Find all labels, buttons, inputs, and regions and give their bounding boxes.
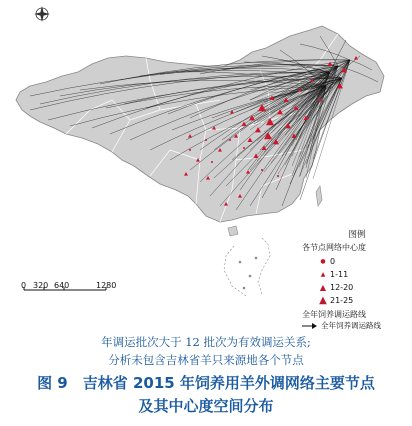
node-dot <box>189 149 191 151</box>
scale-label-320: 320 <box>33 281 49 290</box>
node-dot <box>261 169 263 171</box>
legend-item-12-20: ▲ 12-20 <box>316 281 412 294</box>
hainan-island <box>228 226 238 236</box>
legend-routes-title: 全年饲养调运路线 <box>302 310 366 319</box>
large-triangle-icon: ▲ <box>319 295 327 306</box>
legend-subtitle: 各节点网络中心度 <box>302 243 366 252</box>
north-arrow-icon <box>34 6 50 22</box>
legend-route-item: 全年饲养调运路线 <box>302 320 412 331</box>
node-dot <box>229 139 231 141</box>
figure-caption-line-1: 图 9 吉林省 2015 年饲养用羊外调网络主要节点 <box>37 374 375 392</box>
figure-caption-line-2: 及其中心度空间分布 <box>138 397 274 415</box>
legend-title: 图例 <box>348 230 366 240</box>
note-line-2: 分析未包含吉林省羊只来源地各个节点 <box>108 353 304 367</box>
small-triangle-icon: ▲ <box>320 271 326 278</box>
scale-label-0: 0 <box>21 281 27 290</box>
taiwan-island <box>316 186 322 206</box>
dot-icon: ● <box>320 258 326 265</box>
scale-label-1280: 1280 <box>96 281 117 290</box>
route-arrow-icon <box>302 323 318 329</box>
legend-item-21-25: ▲ 21-25 <box>316 294 412 307</box>
note-line-1: 年调运批次大于 12 批次为有效调运关系; <box>101 335 311 349</box>
node-dot <box>277 175 279 177</box>
scale-label-640: 640 <box>54 281 70 290</box>
south-sea-islands <box>224 238 270 296</box>
legend-item-1-11: ▲ 1-11 <box>316 268 412 281</box>
legend-item-0: ● 0 <box>316 255 412 268</box>
node-dot <box>243 147 245 149</box>
china-landmass <box>16 26 384 222</box>
node-dot <box>205 139 207 141</box>
legend <box>302 228 412 331</box>
node-dot <box>211 161 213 163</box>
medium-triangle-icon: ▲ <box>319 283 327 292</box>
